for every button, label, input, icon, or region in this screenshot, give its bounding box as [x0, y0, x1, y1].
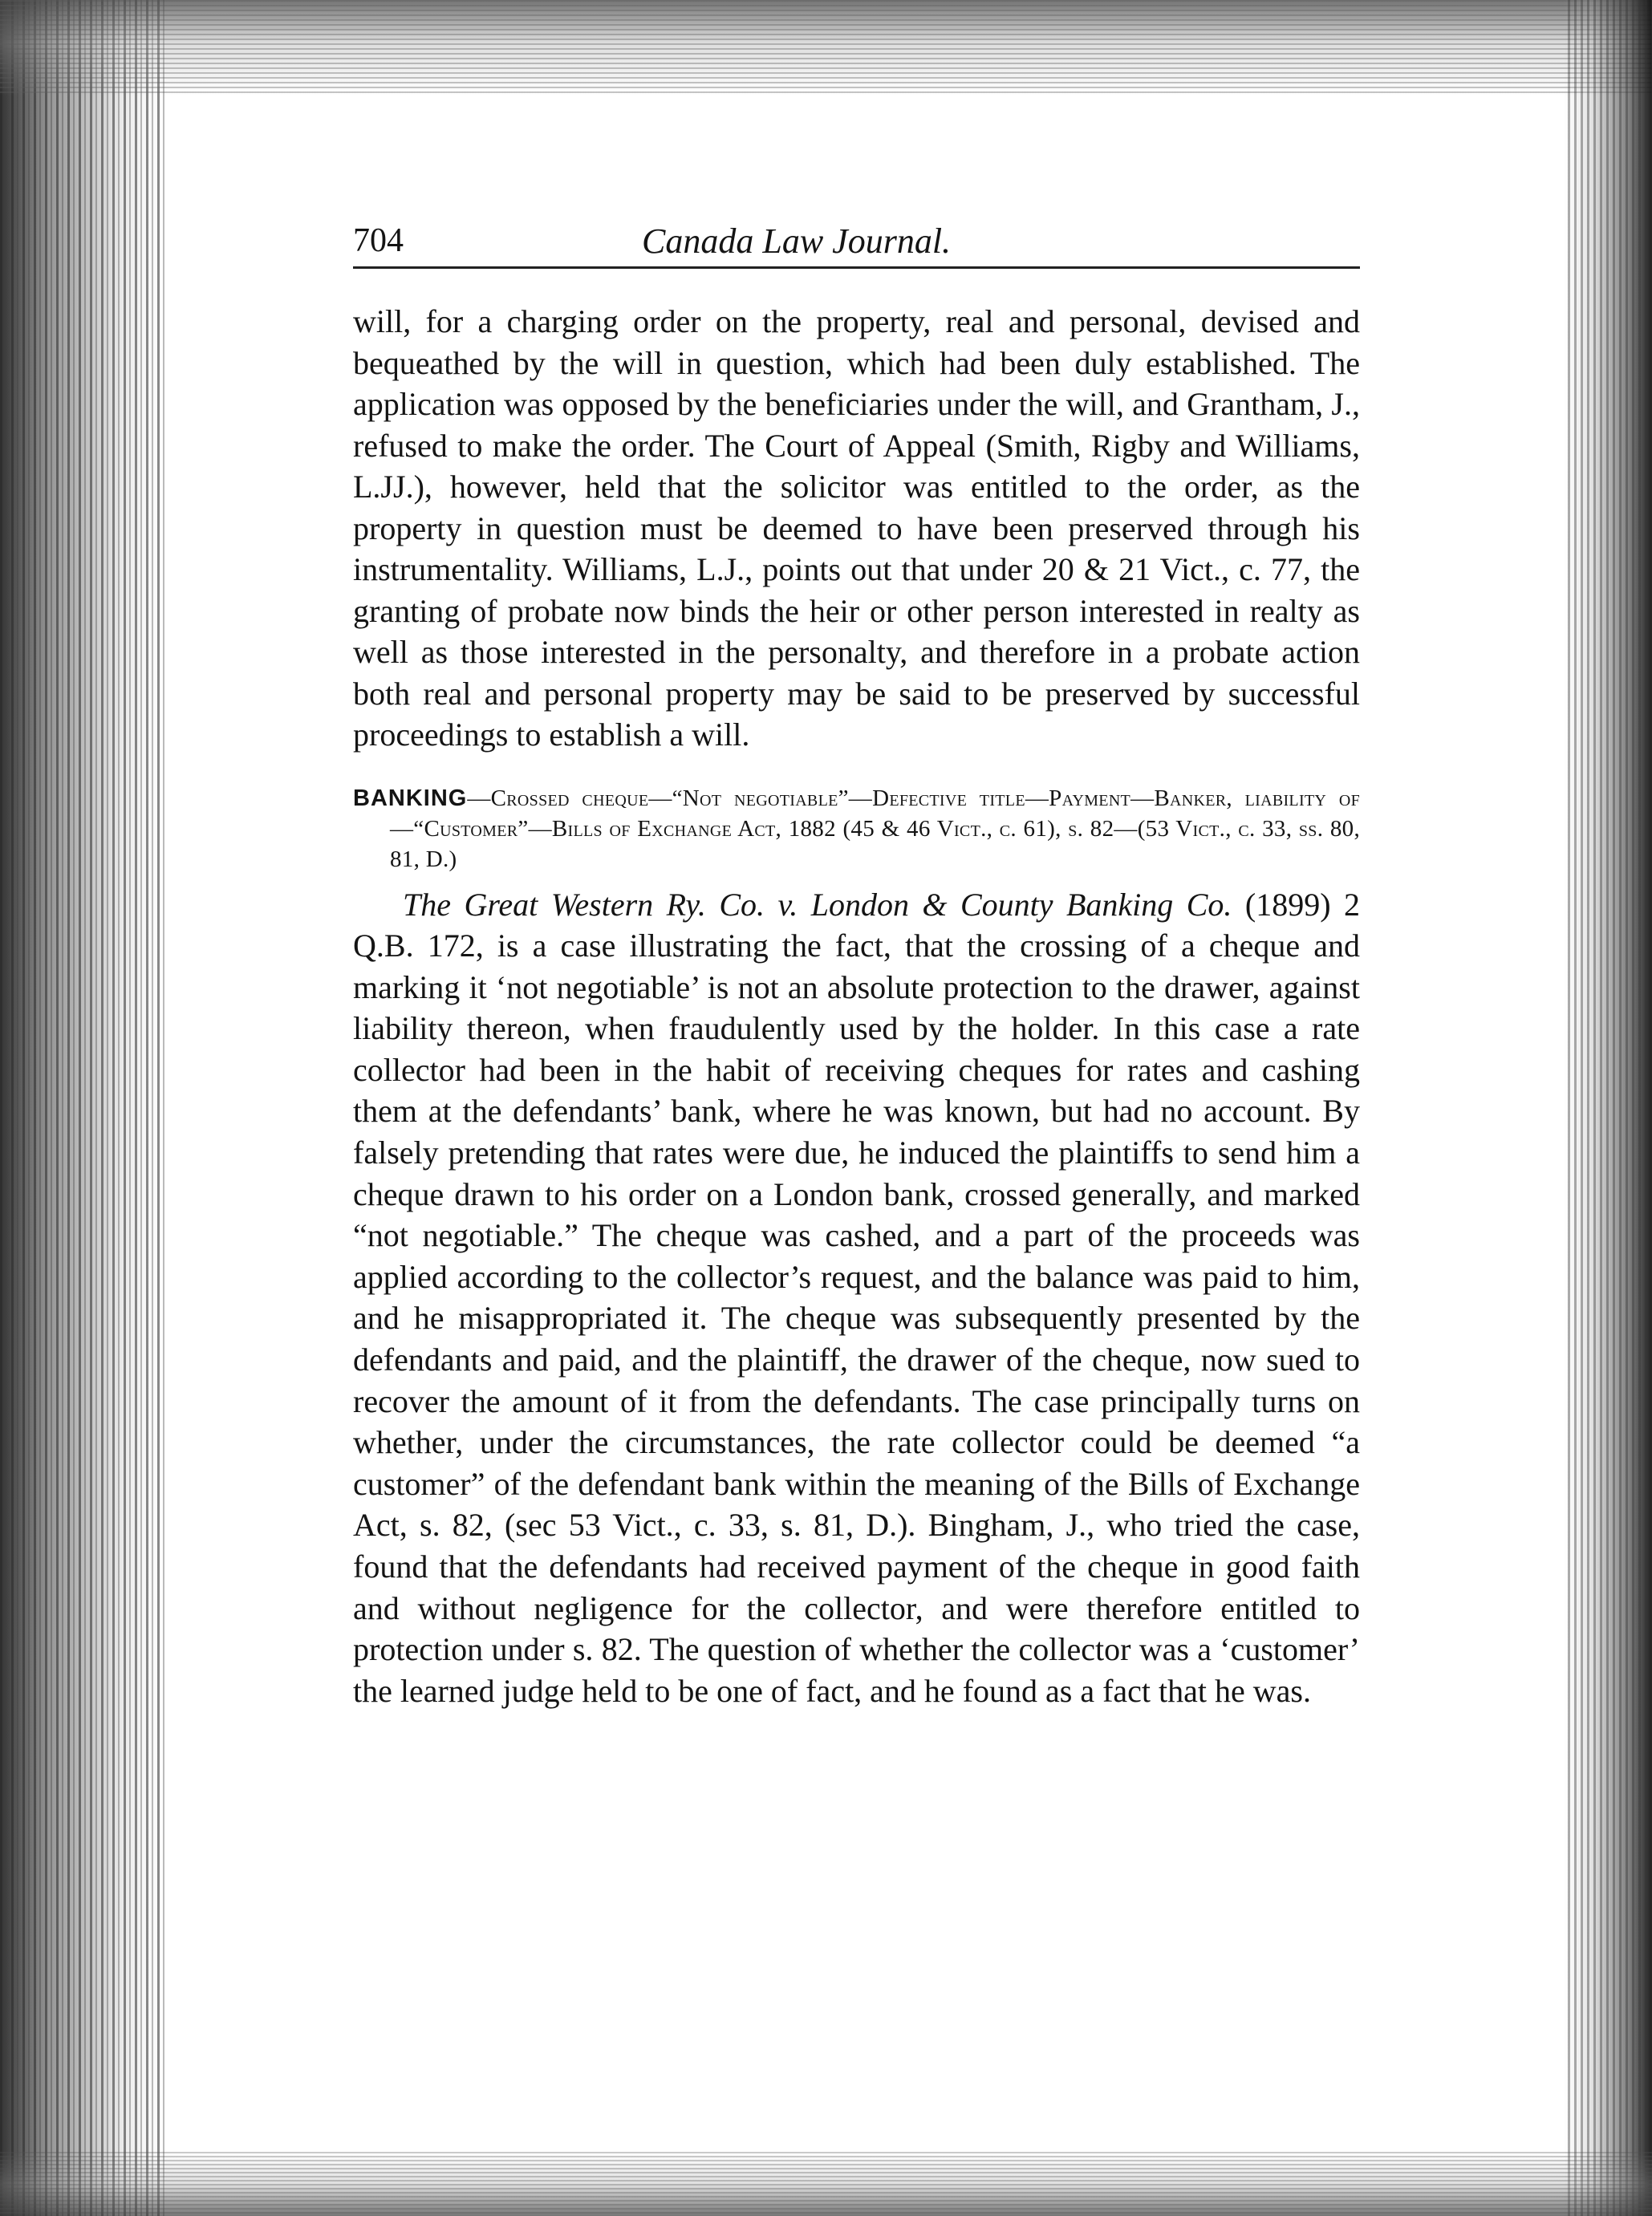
case-paragraph	[353, 884, 1360, 1712]
scan-right-edge	[1564, 0, 1652, 2216]
paragraph-continuation: will, for a charging order on the property, real and personal, devised and bequeathed by the will in question, which had been duly established. The application was opposed by the beneficiaries under the will, and Grantham, J., refused to make the order. The Court of Appeal (Smith, Rigby and Williams, L.JJ.), however, held that the solicitor was entitled to the order, as the property in question must be deemed to have been preserved through his instrumentality. Williams, L.J., points out that under 20 & 21 Vict., c. 77, the granting of probate now binds the heir or other person interested in realty as well as those interested in the personalty, and therefore in a probate action both real and personal property may be said to be preserved by successful proceedings to establish a will.	[353, 303, 1360, 753]
case-headnote	[353, 783, 1360, 875]
scan-left-edge	[0, 0, 164, 2216]
case-name: The Great Western Ry. Co. v. London & County Banking Co.	[403, 886, 1232, 923]
journal-title: Canada Law Journal.	[642, 221, 952, 261]
scan-top-edge	[0, 0, 1652, 96]
running-head	[353, 217, 1360, 269]
scan-bottom-edge	[0, 2152, 1652, 2216]
case-body: (1899) 2 Q.B. 172, is a case illustrating the fact, that the crossing of a cheque and marking it ‘not negotiable’ is not an absolute protection to the drawer, against liability thereon, when fraudulently used by the holder. In this case a rate collector had been in the habit of receiving cheques for rates and cashing them at the defendants’ bank, where he was known, but had no account. By falsely pretending that rates were due, he induced the plaintiffs to send him a cheque drawn to his order on a London bank, crossed generally, and marked “not negotiable.” The cheque was cashed, and a part of the proceeds was applied according to the collector’s request, and the balance was paid to him, and he misappropriated it. The cheque was subsequently presented by the defendants and paid, and the plaintiff, the drawer of the cheque, now sued to recover the amount of it from the defendants. The case principally turns on whether, under the circumstances, the rate collector could be deemed “a customer” of the defendant bank within the meaning of the Bills of Exchange Act, s. 82, (sec 53 Vict., c. 33, s. 81, D.). Bingham, J., who tried the case, found that the defendants had received payment of the cheque in good faith and without negligence for the collector, and were therefore entitled to protection under s. 82. The question of whether the collector was a ‘customer’ the learned judge held to be one of fact, and he found as a fact that he was.	[353, 886, 1360, 1709]
page-number: 704	[353, 222, 404, 259]
headnote-keywords: —Crossed cheque—“Not negotiable”—Defective title—Payment—Banker, liability of—“Customer”—Bills of Exchange Act, 1882 (45 & 46 Vict., c. 61), s. 82—(53 Vict., c. 33, ss. 80, 81, D.)	[390, 785, 1360, 872]
headnote-topic: BANKING	[353, 785, 468, 811]
page-content	[353, 217, 1360, 1711]
